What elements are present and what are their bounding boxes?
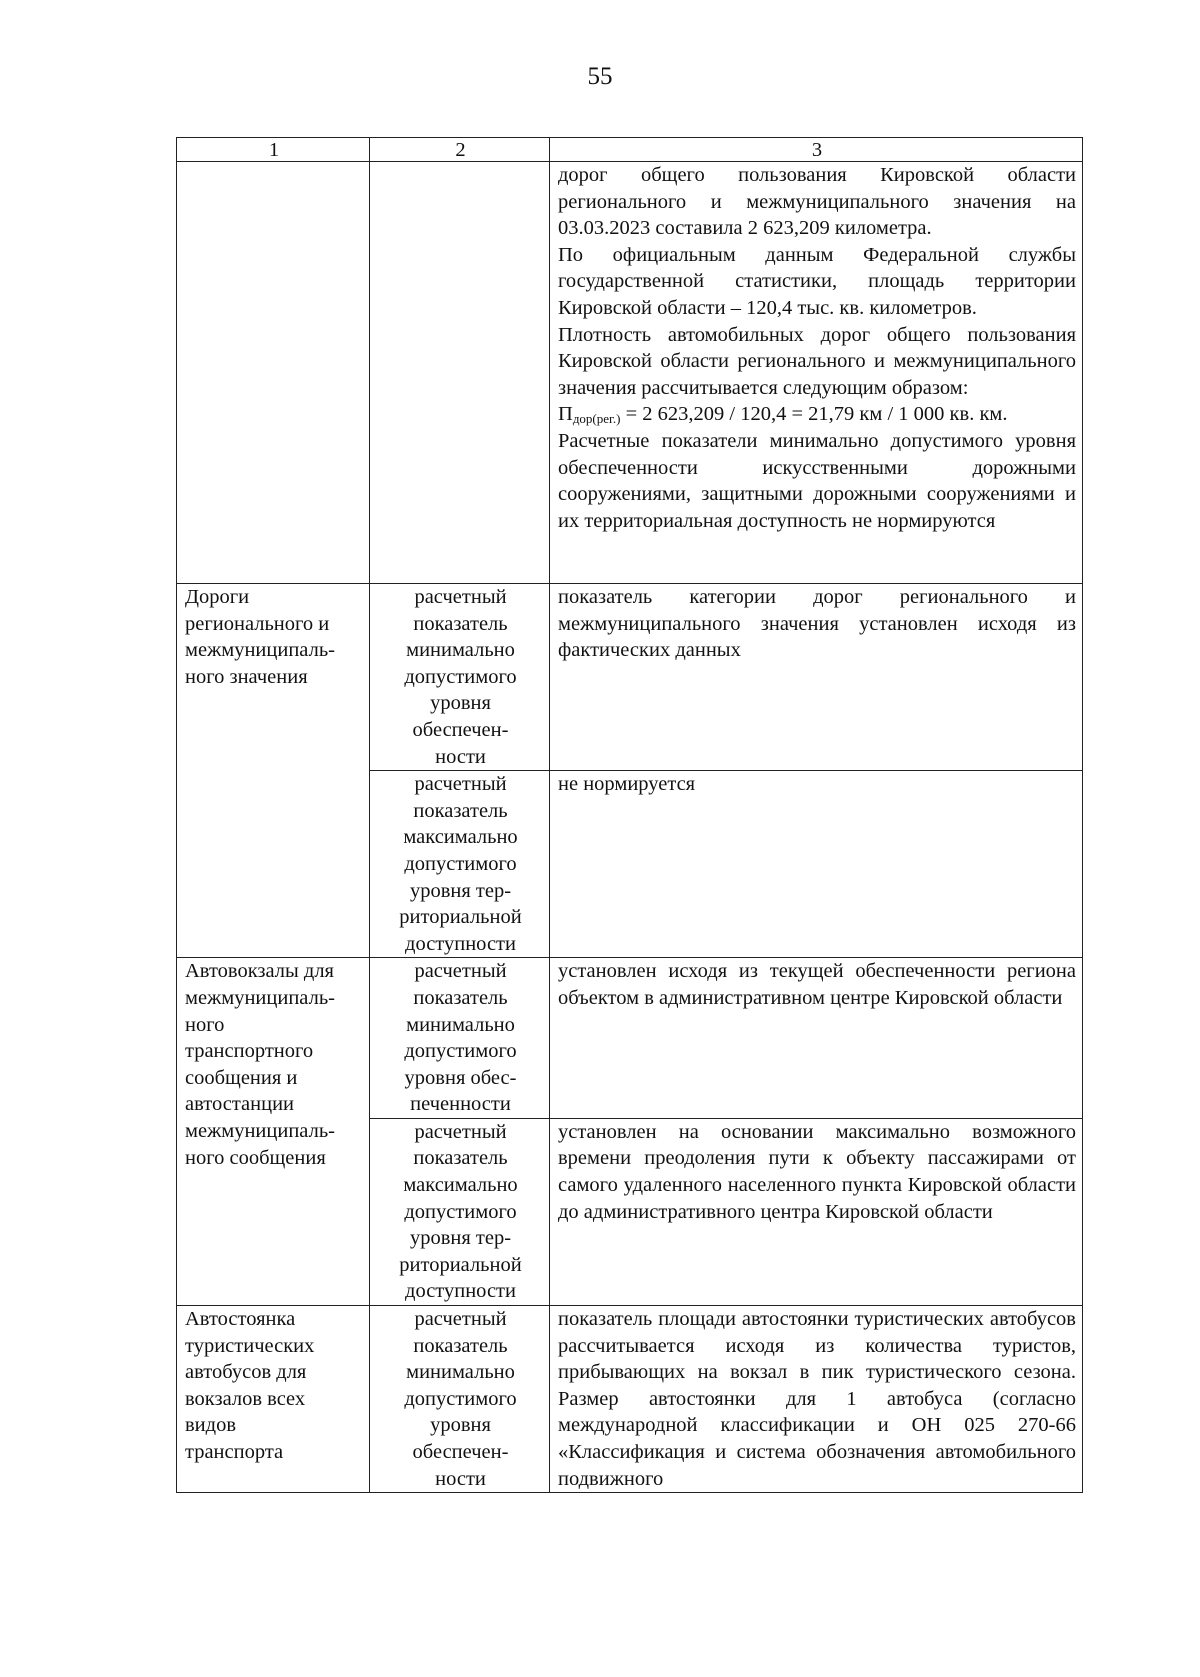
continuation-col-2: [370, 162, 550, 584]
density-formula: [558, 401, 1076, 428]
parking-min-indicator: расчетный показатель минимально допустимого уровня обеспечен- ности: [370, 1306, 550, 1493]
bus-stations-max-value: установлен на основании максимально возможного времени преодоления пути к объекту пассажирами от самого удаленного населенного пункта Кировской области до административного центра Кировской области: [550, 1118, 1083, 1305]
norms-table: [176, 137, 1083, 1493]
header-row: [177, 138, 1083, 162]
paragraph-structures: Расчетные показатели минимально допустимого уровня обеспеченности искусственными дорожными сооружениями, защитными дорожными сооружениями и их территориальная доступность не нормируются: [558, 429, 1076, 532]
paragraph-area: По официальным данным Федеральной службы государственной статистики, площадь территории Кировской области – 120,4 тыс. кв. километров.: [558, 243, 1076, 319]
table-row-roads-min: [177, 584, 1083, 771]
parking-object-name: Автостоянка туристических автобусов для вокзалов всех видов транспорта: [177, 1306, 370, 1493]
formula-symbol: П: [558, 403, 573, 426]
page-number: 55: [587, 63, 613, 90]
table-row-parking: [177, 1306, 1083, 1493]
header-col-2: 2: [370, 138, 550, 162]
header-col-1: 1: [177, 138, 370, 162]
roads-min-indicator: расчетный показатель минимально допустимого уровня обеспечен- ности: [370, 584, 550, 771]
table-row-bus-stations-min: [177, 958, 1083, 1119]
roads-max-indicator: расчетный показатель максимально допустимого уровня тер- риториальной доступности: [370, 771, 550, 958]
formula-expression: = 2 623,209 / 120,4 = 21,79 км / 1 000 кв. км.: [620, 403, 1008, 426]
roads-min-value: показатель категории дорог регионального и межмуниципального значения установлен исходя из фактических данных: [550, 584, 1083, 771]
continuation-col-3: [550, 162, 1083, 584]
roads-object-name: Дороги регионального и межмуниципаль- ного значения: [177, 584, 370, 958]
bus-stations-object-name-cont: межмуниципаль- ного сообщения: [177, 1118, 370, 1305]
paragraph-density: Плотность автомобильных дорог общего пользования Кировской области регионального и межмуниципального значения рассчитывается следующим образом:: [558, 323, 1076, 399]
continuation-col-1: [177, 162, 370, 584]
formula-subscript: дор(рег.): [572, 411, 621, 427]
table-row-bus-stations-max: [177, 1118, 1083, 1305]
bus-stations-min-value: установлен исходя из текущей обеспеченности региона объектом в административном центре Кировской области: [550, 958, 1083, 1119]
table-row-continuation: [177, 162, 1083, 584]
paragraph-road-length: дорог общего пользования Кировской области регионального и межмуниципального значения на 03.03.2023 составила 2 623,209 километра.: [558, 164, 1076, 240]
bus-stations-object-name: Автовокзалы для межмуниципаль- ного транспортного сообщения и автостанции: [177, 958, 370, 1119]
roads-max-value: не нормируется: [550, 771, 1083, 958]
bus-stations-min-indicator: расчетный показатель минимально допустимого уровня обес- печенности: [370, 958, 550, 1119]
bus-stations-max-indicator: расчетный показатель максимально допустимого уровня тер- риториальной доступности: [370, 1118, 550, 1305]
header-col-3: 3: [550, 138, 1083, 162]
parking-min-value: показатель площади автостоянки туристических автобусов рассчитывается исходя из количества туристов, прибывающих на вокзал в пик туристического сезона. Размер автостоянки для 1 автобуса (согласно международной классификации и ОН 025 270-66 «Классификация и система обозначения автомобильного подвижного: [550, 1306, 1083, 1493]
